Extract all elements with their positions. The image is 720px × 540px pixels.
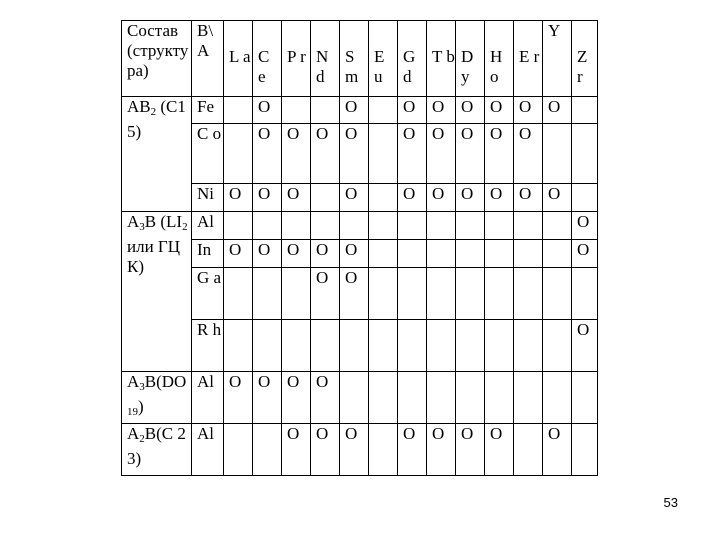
compound-mark-cell bbox=[572, 424, 598, 476]
compound-mark-cell: O bbox=[543, 97, 572, 124]
compound-mark-cell: O bbox=[427, 97, 456, 124]
compound-mark-cell bbox=[224, 97, 253, 124]
compound-mark-cell bbox=[224, 424, 253, 476]
composition-subscript: 3 bbox=[139, 381, 145, 393]
table-row bbox=[122, 124, 598, 184]
compound-mark-cell bbox=[311, 212, 340, 240]
compound-mark-cell: O bbox=[572, 320, 598, 372]
compound-mark-cell bbox=[485, 240, 514, 268]
compound-mark-cell: O bbox=[456, 424, 485, 476]
composition-cell bbox=[122, 212, 192, 372]
compound-mark-cell bbox=[427, 240, 456, 268]
compound-mark-cell bbox=[572, 184, 598, 212]
compound-mark-cell bbox=[514, 424, 543, 476]
compound-mark-cell: O bbox=[398, 424, 427, 476]
compound-mark-cell: O bbox=[485, 97, 514, 124]
compound-mark-cell: O bbox=[398, 97, 427, 124]
compound-mark-cell bbox=[311, 320, 340, 372]
header-element: Y bbox=[543, 21, 572, 97]
host-element-cell: In bbox=[192, 240, 224, 268]
compound-mark-cell: O bbox=[514, 184, 543, 212]
compound-mark-cell: O bbox=[572, 212, 598, 240]
compound-mark-cell bbox=[311, 184, 340, 212]
compound-mark-cell: O bbox=[514, 97, 543, 124]
host-element-cell: C o bbox=[192, 124, 224, 184]
compound-mark-cell: O bbox=[224, 372, 253, 424]
compound-mark-cell bbox=[398, 372, 427, 424]
compound-mark-cell bbox=[572, 268, 598, 320]
table-row bbox=[122, 424, 598, 476]
compound-mark-cell bbox=[369, 372, 398, 424]
compound-mark-cell: O bbox=[282, 184, 311, 212]
header-element: E r bbox=[514, 21, 543, 97]
compound-mark-cell: O bbox=[485, 184, 514, 212]
compound-mark-cell bbox=[543, 212, 572, 240]
compound-mark-cell bbox=[543, 372, 572, 424]
compound-mark-cell: O bbox=[340, 424, 369, 476]
compound-mark-cell bbox=[456, 372, 485, 424]
compound-mark-cell bbox=[369, 268, 398, 320]
compound-mark-cell: O bbox=[456, 97, 485, 124]
host-element-cell: Al bbox=[192, 424, 224, 476]
compound-mark-cell bbox=[456, 268, 485, 320]
compound-mark-cell bbox=[456, 240, 485, 268]
compound-mark-cell: O bbox=[543, 184, 572, 212]
compound-mark-cell: O bbox=[253, 124, 282, 184]
compound-mark-cell bbox=[514, 212, 543, 240]
composition-subscript: 3 bbox=[139, 221, 145, 233]
compound-mark-cell: O bbox=[340, 268, 369, 320]
compound-mark-cell bbox=[398, 240, 427, 268]
compound-mark-cell: O bbox=[427, 184, 456, 212]
compound-mark-cell: O bbox=[398, 184, 427, 212]
composition-subscript: 19 bbox=[127, 406, 138, 418]
header-element: G d bbox=[398, 21, 427, 97]
compound-mark-cell: O bbox=[340, 97, 369, 124]
compound-mark-cell bbox=[398, 212, 427, 240]
compound-mark-cell bbox=[427, 268, 456, 320]
compound-mark-cell: O bbox=[224, 184, 253, 212]
compound-mark-cell: O bbox=[572, 240, 598, 268]
composition-text: A bbox=[127, 372, 140, 391]
header-element: L a bbox=[224, 21, 253, 97]
compound-mark-cell: O bbox=[543, 424, 572, 476]
compound-mark-cell bbox=[224, 320, 253, 372]
compound-mark-cell bbox=[427, 212, 456, 240]
compound-mark-cell bbox=[253, 212, 282, 240]
table-row bbox=[122, 372, 598, 424]
compound-mark-cell bbox=[427, 320, 456, 372]
compound-mark-cell: O bbox=[340, 240, 369, 268]
compound-mark-cell bbox=[369, 184, 398, 212]
compound-mark-cell bbox=[485, 212, 514, 240]
compound-mark-cell bbox=[514, 372, 543, 424]
header-element: H o bbox=[485, 21, 514, 97]
compound-mark-cell: O bbox=[224, 240, 253, 268]
header-element: D y bbox=[456, 21, 485, 97]
header-element: E u bbox=[369, 21, 398, 97]
compound-mark-cell bbox=[282, 97, 311, 124]
compound-mark-cell bbox=[369, 424, 398, 476]
table-row bbox=[122, 184, 598, 212]
compound-mark-cell: O bbox=[427, 124, 456, 184]
header-element: S m bbox=[340, 21, 369, 97]
host-element-cell: Ni bbox=[192, 184, 224, 212]
composition-cell bbox=[122, 424, 192, 476]
compound-mark-cell: O bbox=[282, 240, 311, 268]
compound-mark-cell bbox=[572, 97, 598, 124]
compound-mark-cell: O bbox=[282, 372, 311, 424]
header-composition: Состав (структура) bbox=[122, 21, 192, 97]
host-element-cell: Al bbox=[192, 372, 224, 424]
compound-mark-cell: O bbox=[514, 124, 543, 184]
compound-mark-cell: O bbox=[398, 124, 427, 184]
table-row bbox=[122, 268, 598, 320]
host-element-cell: Fe bbox=[192, 97, 224, 124]
compound-mark-cell bbox=[543, 320, 572, 372]
compound-mark-cell bbox=[224, 212, 253, 240]
compound-mark-cell bbox=[543, 124, 572, 184]
compound-mark-cell bbox=[282, 268, 311, 320]
compound-mark-cell bbox=[369, 240, 398, 268]
compound-mark-cell bbox=[253, 424, 282, 476]
compound-mark-cell bbox=[572, 124, 598, 184]
compound-mark-cell bbox=[282, 320, 311, 372]
header-element: Z r bbox=[572, 21, 598, 97]
table-row bbox=[122, 240, 598, 268]
composition-text: или ГЦК) bbox=[127, 237, 181, 276]
compound-mark-cell bbox=[456, 212, 485, 240]
header-host: B\ A bbox=[192, 21, 224, 97]
composition-text: A bbox=[127, 212, 140, 231]
composition-subscript: 2 bbox=[182, 221, 188, 233]
compound-mark-cell: O bbox=[311, 372, 340, 424]
table-row bbox=[122, 212, 598, 240]
compound-mark-cell: O bbox=[282, 124, 311, 184]
compound-mark-cell: O bbox=[253, 97, 282, 124]
composition-subscript: 2 bbox=[139, 433, 145, 445]
compound-mark-cell: O bbox=[311, 240, 340, 268]
compound-mark-cell bbox=[340, 212, 369, 240]
compound-mark-cell: O bbox=[340, 184, 369, 212]
compound-mark-cell: O bbox=[485, 124, 514, 184]
composition-text: AB bbox=[127, 97, 151, 116]
compound-mark-cell bbox=[485, 372, 514, 424]
compound-mark-cell: O bbox=[253, 184, 282, 212]
page-number: 53 bbox=[663, 495, 678, 510]
compound-mark-cell bbox=[253, 320, 282, 372]
compound-mark-cell: O bbox=[253, 372, 282, 424]
table-row bbox=[122, 320, 598, 372]
composition-text: B (LI bbox=[144, 212, 183, 231]
compound-mark-cell bbox=[427, 372, 456, 424]
compound-mark-cell: O bbox=[485, 424, 514, 476]
compound-mark-cell bbox=[311, 97, 340, 124]
host-element-cell: R h bbox=[192, 320, 224, 372]
compound-table bbox=[121, 20, 598, 476]
compound-mark-cell bbox=[253, 268, 282, 320]
compound-mark-cell bbox=[514, 320, 543, 372]
composition-cell bbox=[122, 97, 192, 212]
compound-mark-cell bbox=[543, 268, 572, 320]
composition-text: B(C 23) bbox=[127, 424, 186, 468]
compound-mark-cell bbox=[572, 372, 598, 424]
compound-mark-cell bbox=[282, 212, 311, 240]
compound-mark-cell bbox=[340, 320, 369, 372]
compound-mark-cell: O bbox=[311, 268, 340, 320]
compound-mark-cell bbox=[369, 124, 398, 184]
compound-mark-cell bbox=[369, 320, 398, 372]
compound-mark-cell: O bbox=[456, 124, 485, 184]
composition-text: ) bbox=[138, 397, 144, 416]
header-element: T b bbox=[427, 21, 456, 97]
header-element: N d bbox=[311, 21, 340, 97]
compound-mark-cell bbox=[485, 268, 514, 320]
header-element: P r bbox=[282, 21, 311, 97]
compound-mark-cell: O bbox=[311, 124, 340, 184]
composition-text: B(DO bbox=[144, 372, 187, 391]
compound-mark-cell: O bbox=[282, 424, 311, 476]
host-element-cell: Al bbox=[192, 212, 224, 240]
compound-mark-cell: O bbox=[456, 184, 485, 212]
compound-mark-cell bbox=[369, 212, 398, 240]
host-element-cell: G a bbox=[192, 268, 224, 320]
compound-mark-cell bbox=[543, 240, 572, 268]
compound-mark-cell: O bbox=[311, 424, 340, 476]
compound-mark-cell: O bbox=[253, 240, 282, 268]
compound-mark-cell bbox=[398, 320, 427, 372]
composition-text: (C15) bbox=[127, 97, 186, 141]
compound-mark-cell bbox=[224, 124, 253, 184]
composition-text: A bbox=[127, 424, 140, 443]
compound-mark-cell bbox=[224, 268, 253, 320]
compound-mark-cell: O bbox=[427, 424, 456, 476]
composition-subscript: 2 bbox=[150, 106, 157, 118]
compound-mark-cell bbox=[456, 320, 485, 372]
compound-mark-cell bbox=[398, 268, 427, 320]
compound-mark-cell: O bbox=[340, 124, 369, 184]
compound-mark-cell bbox=[514, 268, 543, 320]
compound-mark-cell bbox=[485, 320, 514, 372]
table-row bbox=[122, 97, 598, 124]
compound-mark-cell bbox=[369, 97, 398, 124]
header-element: C e bbox=[253, 21, 282, 97]
compound-mark-cell bbox=[340, 372, 369, 424]
header-row bbox=[122, 21, 598, 97]
compound-mark-cell bbox=[514, 240, 543, 268]
composition-cell bbox=[122, 372, 192, 424]
